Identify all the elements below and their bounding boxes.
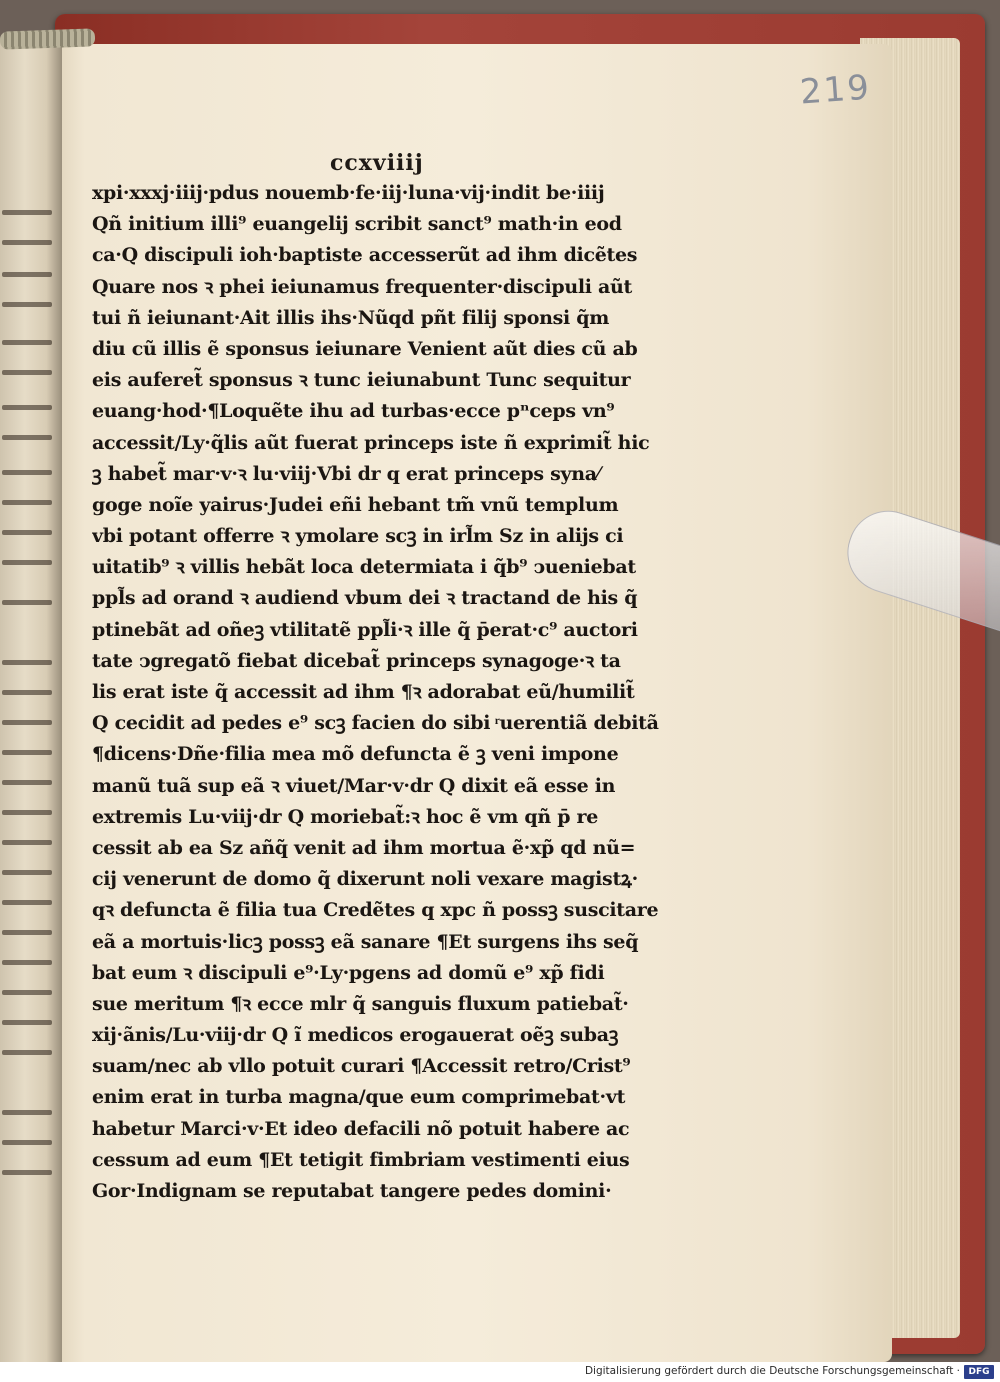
text-line: ppl̃s ad orand ꝛ audiend vbum dei ꝛ tractand de his q̃ [92,587,638,610]
footer [0,1362,1000,1382]
text-line: ca·Q discipuli ioh·baptiste accesserũt ad ihm dicẽtes [92,244,638,267]
text-line: accessit/Ly·q̃lis aũt fuerat princeps iste ñ exprimit̃ hic [92,431,650,454]
text-line: extremis Lu·viij·dr Q moriebat̃:ꝛ hoc ẽ vm qñ p̄ re [92,805,598,828]
text-line: cessum ad eum ¶Et tetigit fimbriam vestimenti eius [92,1148,630,1171]
text-line: goge noĩe yairus·Judei eñi hebant tm̃ vnũ templum [92,493,619,516]
text-line: manũ tuã sup eã ꝛ viuet/Mar·v·dr Q dixit eã esse in [92,774,616,797]
running-head: ccxviiij [330,150,424,176]
text-line: tate ↄgregatõ fiebat dicebat̃ princeps synagoge·ꝛ ta [92,649,621,672]
text-line: xpi·xxxj·iiij·pdus nouemb·fe·iij·luna·vij·indit be·iiij [92,182,605,204]
text-line: bat eum ꝛ discipuli e⁹·Ly·pgens ad domũ e⁹ xp̃ fidi [92,961,605,984]
text-line: ꝫ habet̃ mar·v·ꝛ lu·viij·Vbi dr q erat princeps syna⁄ [92,462,600,485]
text-line: habetur Marci·v·Et ideo defacili nõ potuit habere ac [92,1117,630,1140]
text-line: suam/nec ab vllo potuit curari ¶Accessit retro/Crist⁹ [92,1055,631,1078]
text-line: cij venerunt de domo q̃ dixerunt noli vexare magistꝝ· [92,868,638,891]
text-line: tui ñ ieiunant·Ait illis ihs·Nũqd pñt filij sponsi q̃m [92,306,610,329]
text-line: diu cũ illis ẽ sponsus ieiunare Venient aũt dies cũ ab [92,337,638,360]
text-line: cessit ab ea Sz añq̃ venit ad ihm mortua ẽ·xp̃ qd nũ= [92,836,636,859]
text-line: xij·ãnis/Lu·viij·dr Q ĩ medicos erogauerat oẽꝫ subaꝫ [92,1024,619,1047]
dfg-logo: DFG [964,1365,994,1379]
text-line: eã a mortuis·licꝫ possꝫ eã sanare ¶Et surgens ihs seq̃ [92,930,639,953]
text-line: Q cecidit ad pedes e⁹ scꝫ facien do sibi ͬuerentiã debitã [92,712,659,735]
headband [0,28,95,49]
text-line: vbi potant offerre ꝛ ymolare scꝫ in irl̃m Sz in alijs ci [92,525,624,548]
text-line: lis erat iste q̃ accessit ad ihm ¶ꝛ adorabat eũ/humilit̃ [92,681,635,703]
text-line: Gor·Indignam se reputabat tangere pedes domini· [92,1180,612,1202]
text-line: euang·hod·¶Loquẽte ihu ad turbas·ecce pⁿceps vn⁹ [92,400,615,423]
text-block [92,178,662,1207]
text-line: uitatib⁹ ꝛ villis hebãt loca determiata i q̃b⁹ ↄueniebat [92,556,636,579]
text-line: Quare nos ꝛ phei ieiunamus frequenter·discipuli aũt [92,275,633,298]
folio-number: 219 [798,67,873,113]
text-line: Qñ initium illi⁹ euangelij scribit sanct⁹ math·in eod [92,213,622,236]
verso-page-edge [0,40,62,1362]
text-line: ¶dicens·Dñe·filia mea mõ defuncta ẽ ꝫ veni impone [92,743,619,766]
text-line: sue meritum ¶ꝛ ecce mlr q̃ sanguis fluxum patiebat̃· [92,992,629,1015]
text-line: enim erat in turba magna/que eum comprimebat·vt [92,1086,626,1109]
text-line: ptinebãt ad oñeꝫ vtilitatẽ ppl̃i·ꝛ ille q̃ p̄erat·c⁹ auctori [92,618,638,641]
funding-credit: Digitalisierung gefördert durch die Deutsche Forschungsgemeinschaft · [584,1365,960,1377]
text-line: qꝛ defuncta ẽ filia tua Credẽtes q xpc ñ possꝫ suscitare [92,899,659,922]
text-line: eis auferet̃ sponsus ꝛ tunc ieiunabunt Tunc sequitur [92,369,631,392]
